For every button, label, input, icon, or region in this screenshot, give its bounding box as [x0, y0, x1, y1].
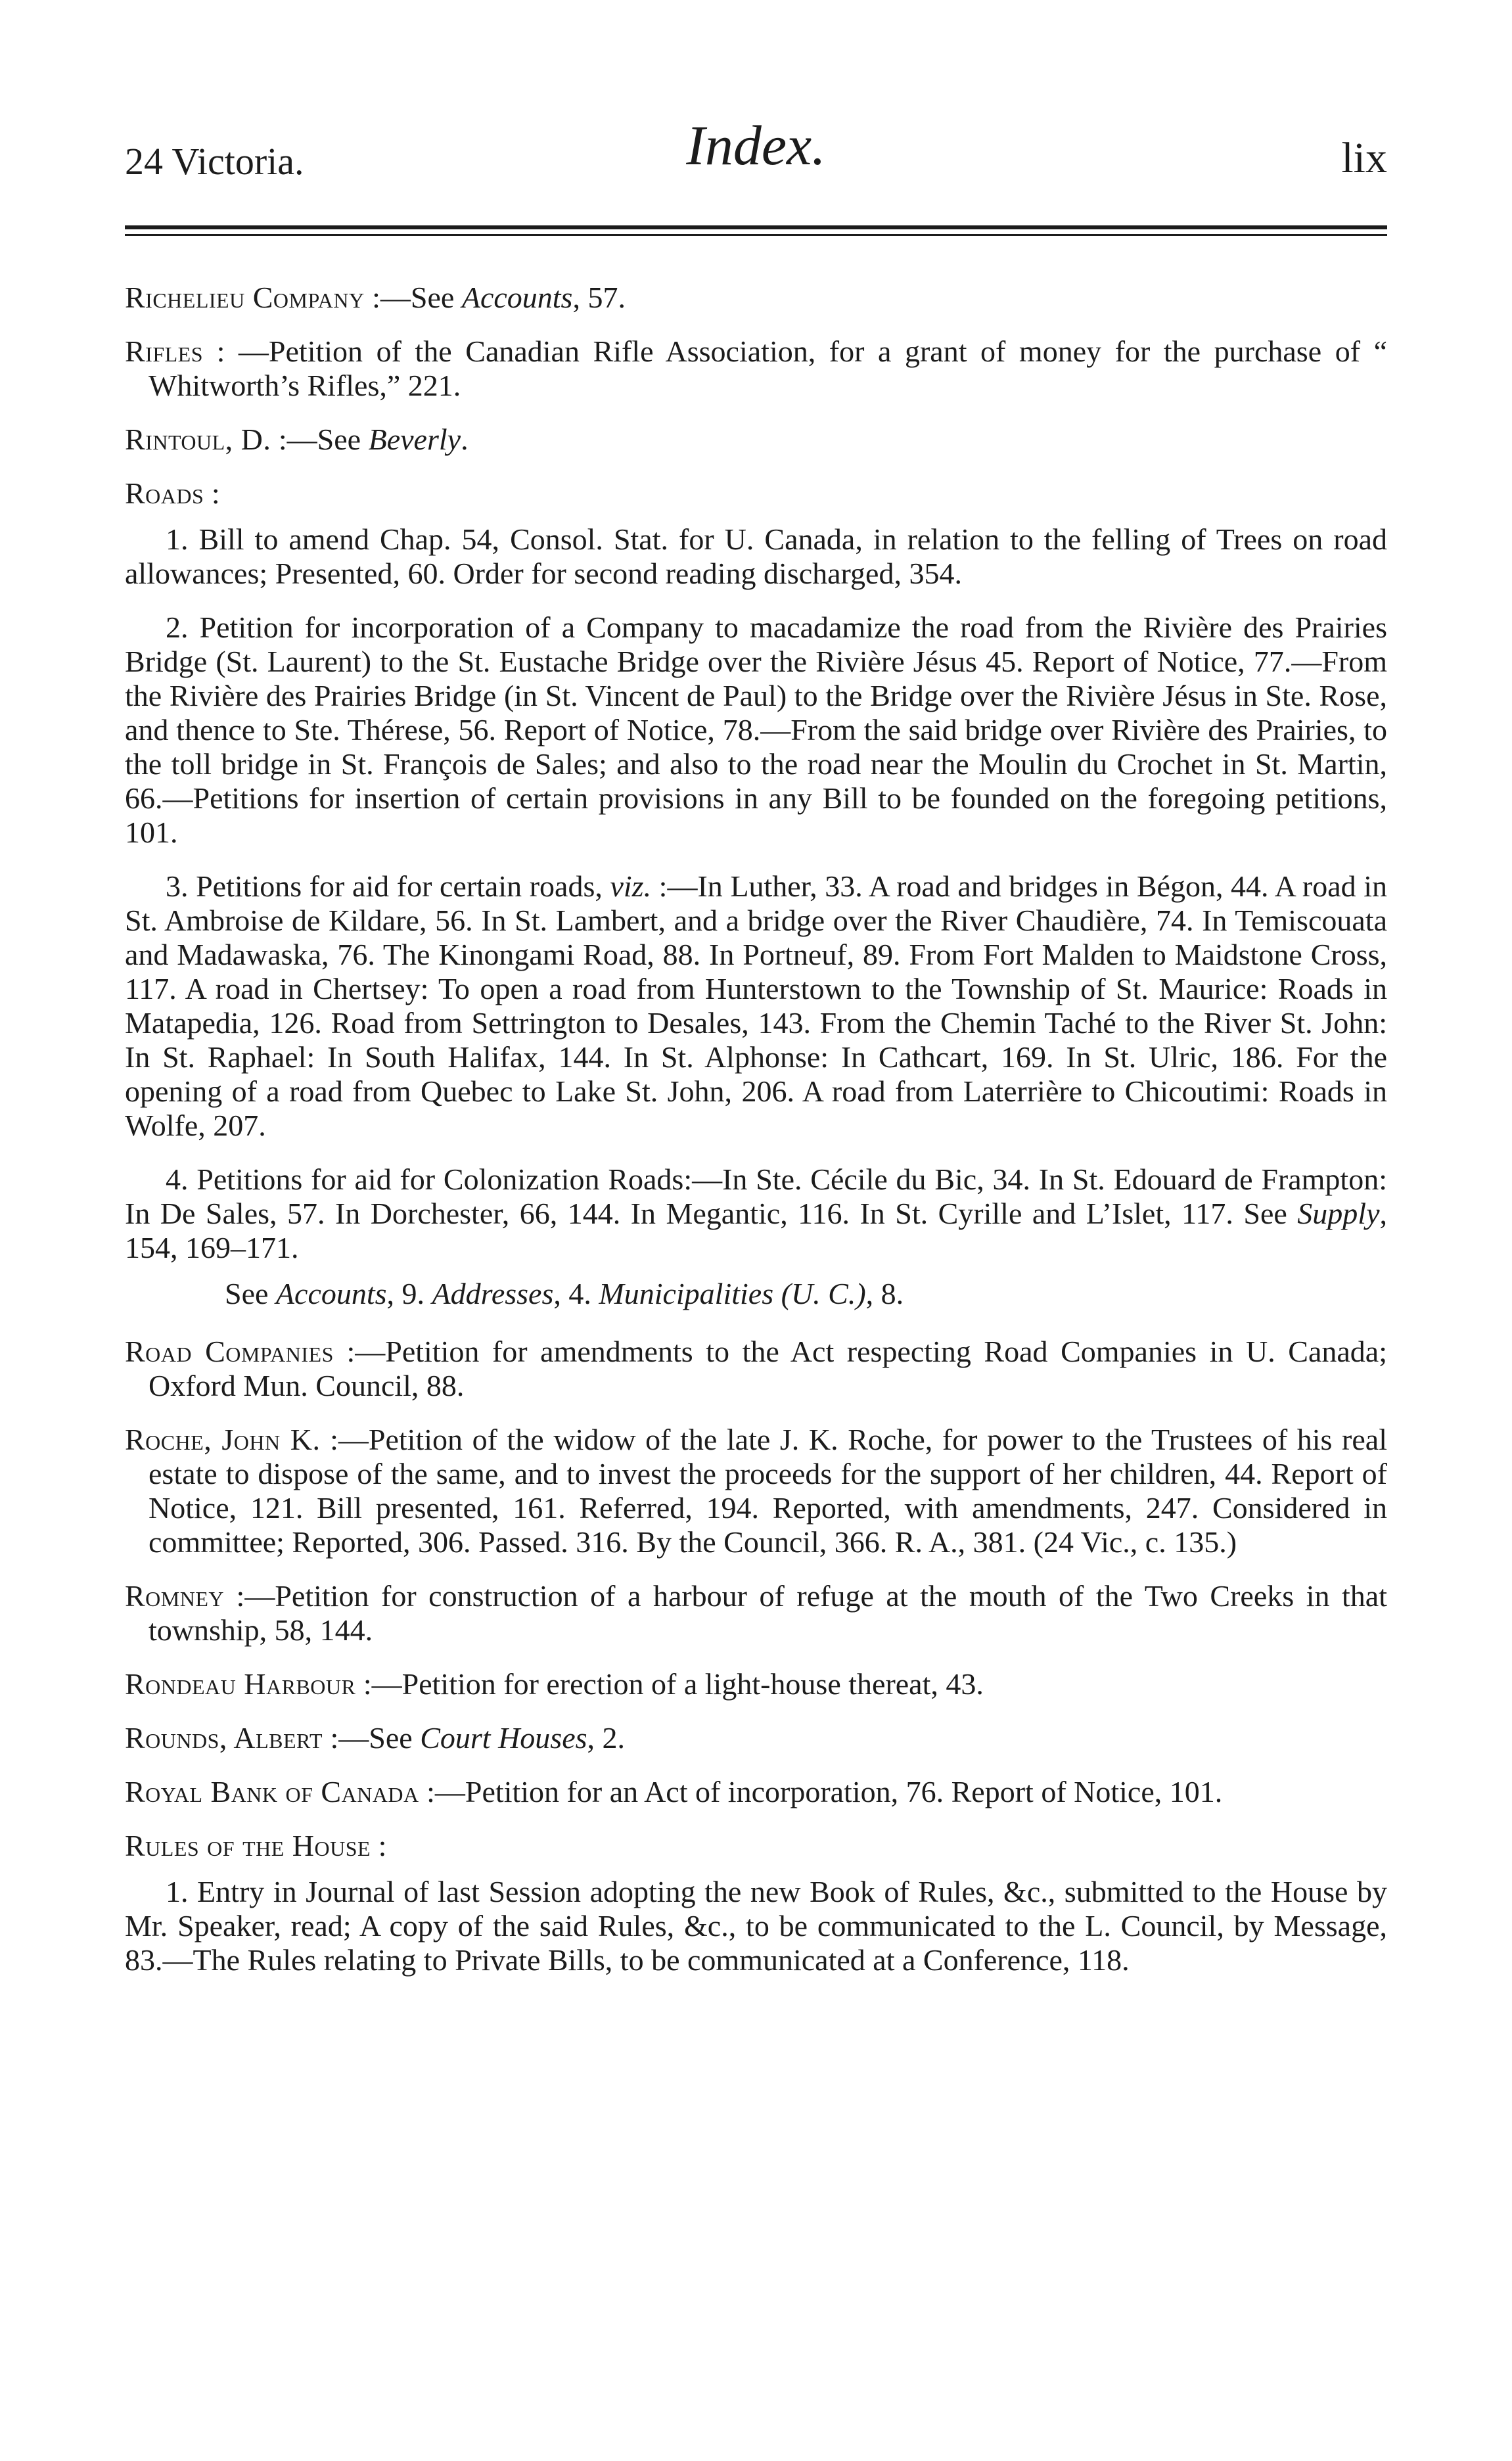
see-sep: , 4. — [553, 1277, 599, 1310]
roads-subentry-2: 2. Petition for incorporation of a Company to macadamize the road from the Rivière des Prairies Bridge (St. Laurent) to the St. Eustache Bridge over the Rivière Jésus 45. Report of Notice, 77.—From the Rivière des Prairies Bridge (in St. Vincent de Paul) to the Bridge over the Rivière Jésus in Ste. Rose, and thence to Ste. Thérese, 56. Report of Notice, 78.—From the said bridge over Rivière des Prairies, to the toll bridge in St. François de Sales; and also to the road near the Moulin du Crochet in St. Martin, 66.—Petitions for insertion of certain provisions in any Bill to be founded on the foregoing petitions, 101. — [125, 610, 1387, 849]
entry-text: :—Petition of the widow of the late J. K. Roche, for power to the Trustees of his real estate to dispose of the same, and to invest the proceeds for the support of her children, 44. Report of Notice, 121. Bill presented, 161. Referred, 194. Reported, with amendments, 247. Considered in committee; Reported, 306. Passed. 316. By the Council, 366. R. A., 381. (24 Vic., c. 135.) — [149, 1423, 1387, 1559]
cross-reference: Accounts — [461, 281, 573, 314]
entry-tail: , 2. — [587, 1721, 626, 1755]
entry-heading: Rondeau Harbour — [125, 1667, 356, 1701]
index-entry-rondeau-harbour — [125, 1667, 1387, 1701]
entry-text: :—See — [323, 1721, 421, 1755]
cross-reference: Supply — [1297, 1197, 1380, 1230]
rules-subentry-1: 1. Entry in Journal of last Session adopting the new Book of Rules, &c., submitted to the House by Mr. Speaker, read; A copy of the said Rules, &c., to be communicated to the L. Council, by Message, 83.—The Rules relating to Private Bills, to be communicated at a Conference, 118. — [125, 1875, 1387, 1977]
subentry-text: :—In Luther, 33. A road and bridges in Bégon, 44. A road in St. Ambroise de Kildare, 56. In St. Lambert, and a bridge over the River Chaudière, 74. In Temiscouata and Madawaska, 76. The Kinongami Road, 88. In Portneuf, 89. From Fort Malden to Maidstone Cross, 117. A road in Chertsey: To open a road from Hunterstown to the Township of St. Maurice: Roads in Matapedia, 126. Road from Settrington to Desales, 143. From the Chemin Taché to the River St. John: In St. Raphael: In South Halifax, 144. In St. Alphonse: In Cathcart, 169. In St. Ulric, 186. For the opening of a road from Quebec to Lake St. John, 206. A road from Laterrière to Chicoutimi: Roads in Wolfe, 207. — [125, 869, 1388, 1142]
running-head-left: 24 Victoria. — [125, 140, 304, 183]
entry-text: : —Petition of the Canadian Rifle Association, for a grant of money for the purchase of “ Whitworth’s Rifles,” 221. — [149, 334, 1387, 402]
subentry-text: 3. Petitions for aid for certain roads, — [166, 869, 610, 903]
entry-text: :—Petition for an Act of incorporation, 76. Report of Notice, 101. — [419, 1775, 1223, 1808]
index-entry-rintoul — [125, 423, 1387, 457]
page-header — [125, 114, 1387, 207]
running-head-title: Index. — [686, 114, 826, 177]
index-entry-rifles — [125, 334, 1387, 403]
page-number: lix — [1341, 134, 1387, 182]
index-entry-royal-bank — [125, 1775, 1387, 1809]
see-tail: , 8. — [865, 1277, 904, 1310]
see-label: See — [225, 1277, 276, 1310]
entry-heading: Romney — [125, 1579, 225, 1613]
entry-text: : — [204, 476, 220, 510]
cross-reference: Beverly — [368, 423, 461, 456]
rule-thick — [125, 225, 1387, 229]
entry-tail: . — [461, 423, 469, 456]
viz-abbrev: viz. — [610, 869, 652, 903]
entry-text: :—Petition for construction of a harbour of refuge at the mouth of the Two Creeks in that township, 58, 144. — [149, 1579, 1387, 1647]
entry-heading: Royal Bank of Canada — [125, 1775, 419, 1808]
index-entry-rounds — [125, 1721, 1387, 1755]
rule-thin — [125, 234, 1387, 236]
subentry-text: 4. Petitions for aid for Colonization Roads:—In Ste. Cécile du Bic, 34. In St. Edouard de Frampton: In De Sales, 57. In Dorchester, 66, 144. In Megantic, 116. In St. Cyrille and L’Islet, 117. See — [125, 1162, 1387, 1230]
entry-text: :—See — [364, 281, 462, 314]
index-entry-roche — [125, 1423, 1387, 1559]
index-entry-road-companies — [125, 1335, 1387, 1403]
roads-subentry-3 — [125, 869, 1387, 1143]
entry-heading: Rounds, Albert — [125, 1721, 323, 1755]
entry-heading: Roche, John K. — [125, 1423, 321, 1456]
roads-subentry-4 — [125, 1162, 1387, 1265]
index-entry-rules — [125, 1829, 1387, 1863]
entry-heading: Roads — [125, 476, 204, 510]
cross-reference: Addresses — [432, 1277, 554, 1310]
entry-text: :—Petition for amendments to the Act respecting Road Companies in U. Canada; Oxford Mun. Council, 88. — [149, 1335, 1387, 1402]
index-entry-richelieu — [125, 281, 1387, 315]
entry-text: :—Petition for erection of a light-house thereat, 43. — [355, 1667, 984, 1701]
subentry-text: , 154, 169–171. — [125, 1197, 1387, 1264]
see-sep: , 9. — [386, 1277, 432, 1310]
cross-reference: Municipalities (U. C.) — [599, 1277, 866, 1310]
entry-heading: Rintoul, D. — [125, 423, 271, 456]
entry-text: :—See — [271, 423, 369, 456]
entry-text: : — [371, 1829, 387, 1862]
entry-tail: , 57. — [572, 281, 626, 314]
cross-reference: Court Houses — [420, 1721, 587, 1755]
entry-heading: Rules of the House — [125, 1829, 371, 1862]
header-double-rule — [125, 225, 1387, 236]
roads-subentry-1: 1. Bill to amend Chap. 54, Consol. Stat. for U. Canada, in relation to the felling of Trees on road allowances; Presented, 60. Order for second reading discharged, 354. — [125, 522, 1387, 590]
entry-heading: Road Companies — [125, 1335, 334, 1368]
index-entry-romney — [125, 1579, 1387, 1647]
entry-heading: Richelieu Company — [125, 281, 365, 314]
roads-see-also — [125, 1277, 1387, 1311]
index-entry-roads — [125, 476, 1387, 511]
cross-reference: Accounts — [275, 1277, 387, 1310]
entry-heading: Rifles — [125, 334, 204, 368]
